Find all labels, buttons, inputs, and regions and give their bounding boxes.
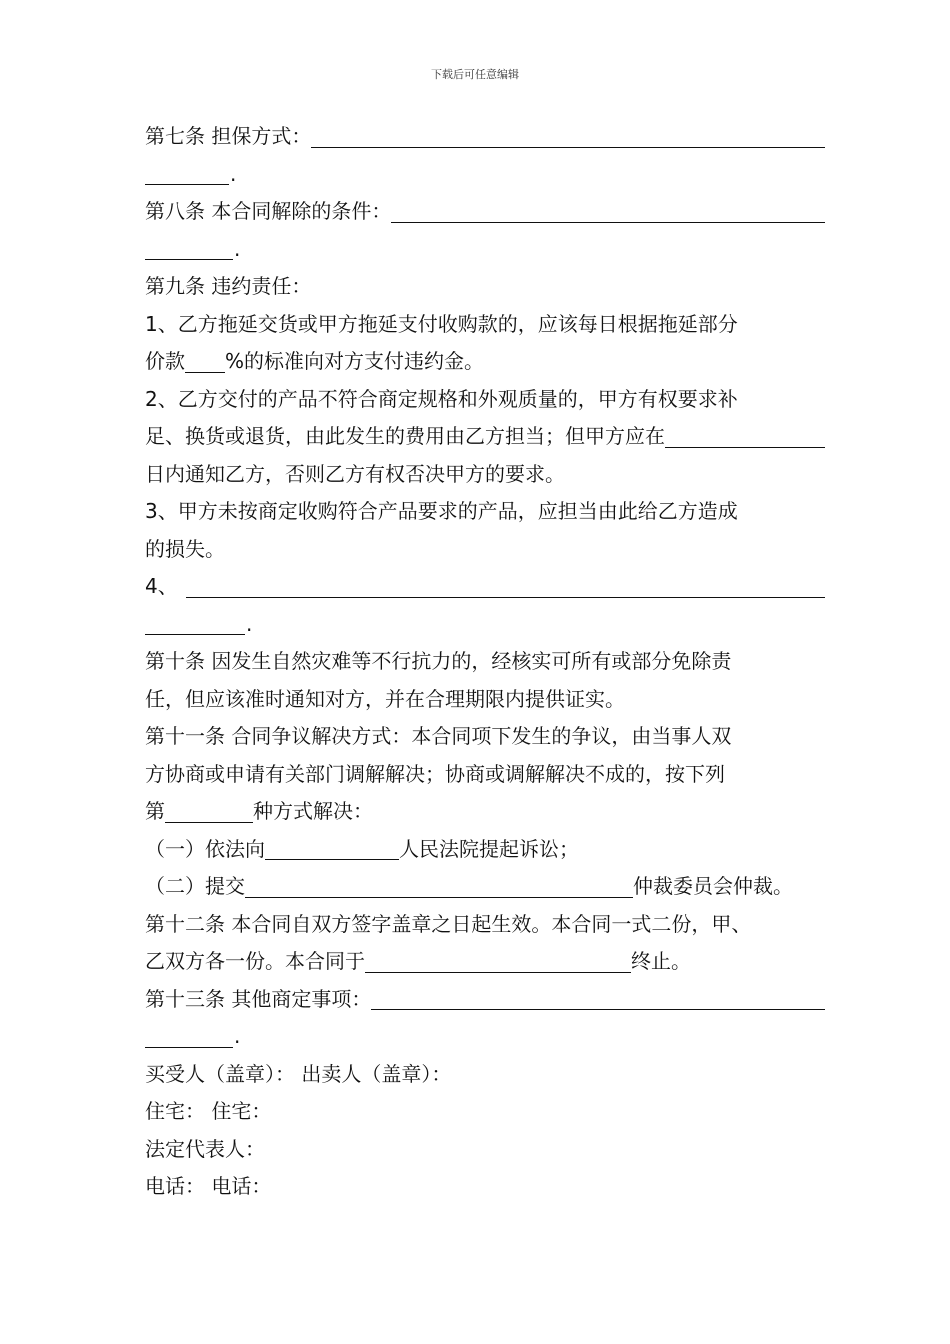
clause-2a: 2、乙方交付的产品不符合商定规格和外观质量的，甲方有权要求补 bbox=[145, 386, 738, 411]
signature-representative: 法定代表人： bbox=[145, 1136, 265, 1161]
clause-4 bbox=[145, 568, 825, 606]
article-13-cont bbox=[145, 1018, 825, 1056]
option-2 bbox=[145, 868, 825, 906]
guarantee-blank bbox=[311, 119, 825, 148]
clause-4-cont bbox=[145, 606, 825, 644]
article-13-label: 第十三条 其他商定事项： bbox=[145, 986, 372, 1011]
article-8 bbox=[145, 193, 825, 231]
clause-2b bbox=[145, 418, 825, 456]
penalty-rate-blank bbox=[185, 344, 225, 373]
period: . bbox=[246, 611, 253, 636]
method-number-blank bbox=[165, 794, 253, 823]
article-9: 第九条 违约责任： bbox=[145, 274, 312, 298]
clause-4-label: 4、 bbox=[145, 574, 178, 598]
article-8-cont bbox=[145, 231, 825, 269]
clause-2c: 日内通知乙方，否则乙方有权否决甲方的要求。 bbox=[145, 461, 565, 486]
period: . bbox=[230, 161, 237, 186]
guarantee-blank-cont bbox=[145, 156, 229, 185]
article-13 bbox=[145, 981, 825, 1019]
article-11c bbox=[145, 793, 825, 831]
other-matters-blank-cont bbox=[145, 1019, 233, 1048]
end-date-blank bbox=[365, 944, 631, 973]
period: . bbox=[234, 236, 241, 261]
article-8-label: 第八条 本合同解除的条件： bbox=[145, 199, 392, 223]
option-1 bbox=[145, 831, 825, 869]
clause-1b-post: %的标准向对方支付违约金。 bbox=[225, 349, 485, 373]
arbitration-blank bbox=[245, 869, 633, 898]
signature-phone: 电话： 电话： bbox=[145, 1174, 272, 1198]
option-1-pre: （一）依法向 bbox=[145, 836, 265, 861]
signature-parties: 买受人（盖章）： 出卖人（盖章）： bbox=[145, 1061, 452, 1086]
article-12b-post: 终止。 bbox=[631, 949, 691, 973]
article-11a: 第十一条 合同争议解决方式：本合同项下发生的争议，由当事人双 bbox=[145, 724, 732, 748]
option-2-post: 仲裁委员会仲裁。 bbox=[633, 874, 793, 898]
article-7 bbox=[145, 118, 825, 156]
article-12b-pre: 乙双方各一份。本合同于 bbox=[145, 949, 365, 973]
clause-1b bbox=[145, 343, 825, 381]
period: . bbox=[234, 1024, 241, 1048]
article-12b bbox=[145, 943, 825, 981]
article-11c-pre: 第 bbox=[145, 799, 165, 823]
article-7-label: 第七条 担保方式： bbox=[145, 124, 312, 148]
termination-blank bbox=[391, 194, 825, 223]
article-12a: 第十二条 本合同自双方签字盖章之日起生效。本合同一式二份，甲、 bbox=[145, 911, 752, 936]
clause-1a: 1、乙方拖延交货或甲方拖延支付收购款的，应该每日根据拖延部分 bbox=[145, 311, 738, 336]
article-11c-post: 种方式解决： bbox=[253, 799, 373, 823]
option-1-post: 人民法院提起诉讼； bbox=[399, 836, 579, 861]
notice-days-blank bbox=[665, 419, 825, 448]
termination-blank-cont bbox=[145, 231, 233, 260]
article-7-cont bbox=[145, 156, 825, 194]
clause-2b-text: 足、换货或退货，由此发生的费用由乙方担当；但甲方应在 bbox=[145, 424, 665, 448]
option-2-pre: （二）提交 bbox=[145, 874, 245, 898]
clause-3b: 的损失。 bbox=[145, 536, 225, 561]
article-10a: 第十条 因发生自然灾难等不行抗力的，经核实可所有或部分免除责 bbox=[145, 649, 732, 673]
clause-3a: 3、甲方未按商定收购符合产品要求的产品，应担当由此给乙方造成 bbox=[145, 499, 738, 523]
court-blank bbox=[265, 831, 399, 860]
contract-body bbox=[145, 118, 825, 1206]
signature-address: 住宅： 住宅： bbox=[145, 1099, 272, 1123]
page-header: 下载后可任意编辑 bbox=[431, 68, 519, 81]
article-11b: 方协商或申请有关部门调解解决；协商或调解解决不成的，按下列 bbox=[145, 761, 725, 786]
clause-4-blank-cont bbox=[145, 606, 245, 635]
clause-1b-pre: 价款 bbox=[145, 349, 185, 373]
article-10b: 任，但应该准时通知对方，并在合理期限内提供证实。 bbox=[145, 686, 625, 711]
other-matters-blank bbox=[371, 981, 825, 1010]
clause-4-blank bbox=[186, 569, 825, 598]
